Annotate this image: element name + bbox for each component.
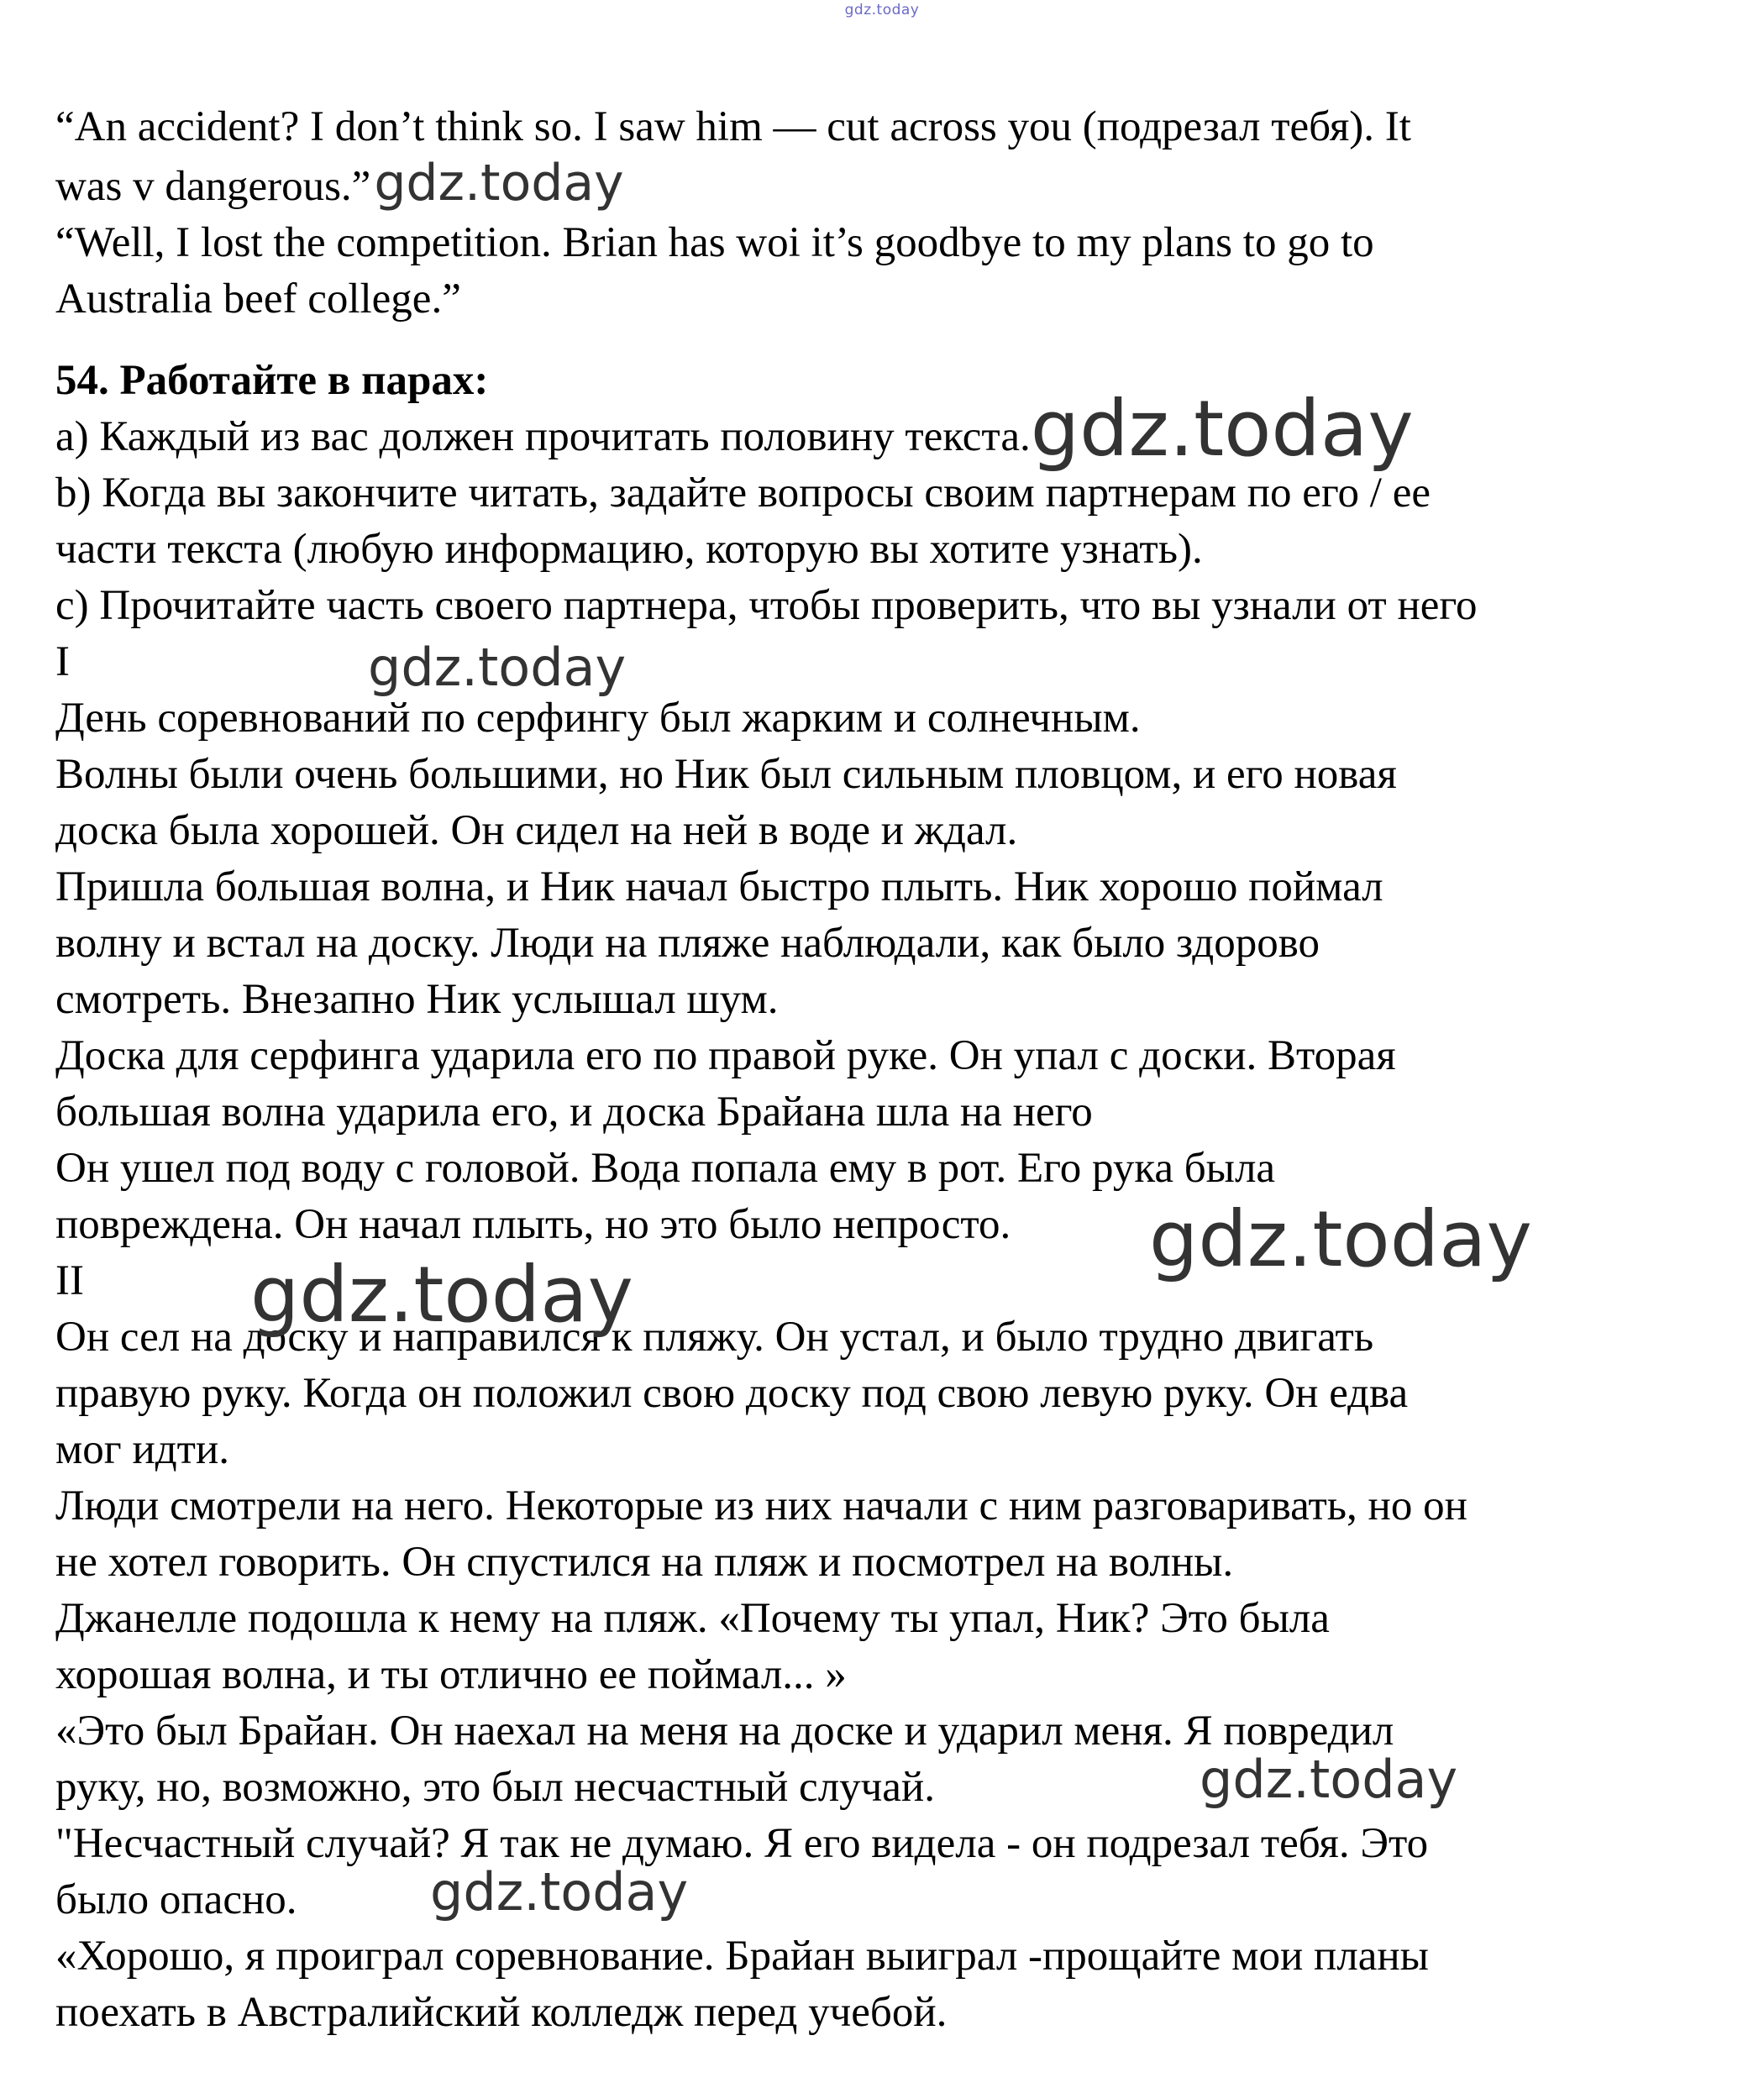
text-line: хорошая волна, и ты отлично ее поймал... » bbox=[55, 1651, 847, 1698]
text-line: "Несчастный случай? Я так не думаю. Я его видела - он подрезал тебя. Это bbox=[55, 1820, 1429, 1867]
text-line: Он сел на доску и направился к пляжу. Он устал, и было трудно двигать bbox=[55, 1314, 1374, 1361]
text-line: “An accident? I don’t think so. I saw him — cut across you (подрезал тебя). It bbox=[55, 103, 1411, 150]
text-fragment: was v dangerous.” bbox=[55, 163, 371, 210]
text-line: Люди смотрели на него. Некоторые из них начали с ним разговаривать, но он bbox=[55, 1482, 1467, 1529]
english-dialogue bbox=[55, 99, 1719, 328]
text-line: поехать в Австралийский колледж перед учебой. bbox=[55, 1989, 948, 2036]
task-heading: 54. Работайте в парах: bbox=[55, 357, 489, 404]
watermark: gdz.today bbox=[430, 1861, 689, 1923]
watermark: gdz.today bbox=[1149, 1194, 1532, 1284]
text-line: правую руку. Когда он положил свою доску под свою левую руку. Он едва bbox=[55, 1370, 1409, 1417]
text-line: Он ушел под воду с головой. Вода попала ему в рот. Его рука была bbox=[55, 1145, 1276, 1192]
text-fragment: a) Каждый из вас должен прочитать половину текста. bbox=[55, 413, 1031, 460]
header-watermark: gdz.today bbox=[844, 2, 920, 18]
task-54 bbox=[55, 353, 1719, 634]
watermark: gdz.today bbox=[374, 154, 624, 212]
watermark: gdz.today bbox=[1030, 384, 1414, 474]
task-item-a bbox=[55, 384, 1719, 474]
text-line: было опасно. bbox=[55, 1876, 297, 1923]
part-numeral: I bbox=[55, 638, 70, 685]
task-item-b: части текста (любую информацию, которую вы хотите узнать). bbox=[55, 526, 1203, 573]
task-item-c: c) Прочитайте часть своего партнера, чтобы проверить, что вы узнали от него bbox=[55, 582, 1478, 629]
text-line: повреждена. Он начал плыть, но это было непросто. bbox=[55, 1201, 1011, 1248]
part-numeral: II bbox=[55, 1257, 84, 1304]
text-line: волну и встал на доску. Люди на пляже наблюдали, как было здорово bbox=[55, 920, 1320, 967]
text-line: Australia beef college.” bbox=[55, 275, 461, 323]
text-line: доска была хорошей. Он сидел на ней в воде и ждал. bbox=[55, 807, 1018, 854]
text-line: Пришла большая волна, и Ник начал быстро плыть. Ник хорошо поймал bbox=[55, 863, 1383, 910]
watermark: gdz.today bbox=[368, 637, 627, 698]
text-line: Доска для серфинга ударила его по правой руке. Он упал с доски. Вторая bbox=[55, 1032, 1396, 1079]
text-line: День соревнований по серфингу был жарким и солнечным. bbox=[55, 695, 1141, 742]
text-part-2 bbox=[55, 1250, 1719, 2041]
text-line bbox=[55, 155, 1719, 215]
text-line: смотреть. Внезапно Ник услышал шум. bbox=[55, 976, 779, 1023]
text-line: Джанелле подошла к нему на пляж. «Почему ты упал, Ник? Это была bbox=[55, 1595, 1330, 1642]
text-line: Волны были очень большими, но Ник был сильным пловцом, и его новая bbox=[55, 751, 1397, 798]
text-line: «Хорошо, я проиграл соревнование. Брайан выиграл -прощайте мои планы bbox=[55, 1933, 1429, 1980]
text-line: большая волна ударила его, и доска Брайана шла на него bbox=[55, 1089, 1093, 1136]
watermark: gdz.today bbox=[1200, 1749, 1458, 1810]
watermark: gdz.today bbox=[250, 1250, 633, 1340]
text-line: не хотел говорить. Он спустился на пляж и посмотрел на волны. bbox=[55, 1539, 1234, 1586]
text-line: мог идти. bbox=[55, 1426, 230, 1473]
document-body bbox=[55, 99, 1719, 2041]
text-line: руку, но, возможно, это был несчастный случай. bbox=[55, 1764, 935, 1811]
text-line: “Well, I lost the competition. Brian has woi it’s goodbye to my plans to go to bbox=[55, 219, 1374, 266]
text-line: «Это был Брайан. Он наехал на меня на доске и ударил меня. Я повредил bbox=[55, 1708, 1394, 1755]
text-part-1 bbox=[55, 634, 1719, 1253]
task-item-b: b) Когда вы закончите читать, задайте вопросы своим партнерам по его / ее bbox=[55, 470, 1431, 517]
